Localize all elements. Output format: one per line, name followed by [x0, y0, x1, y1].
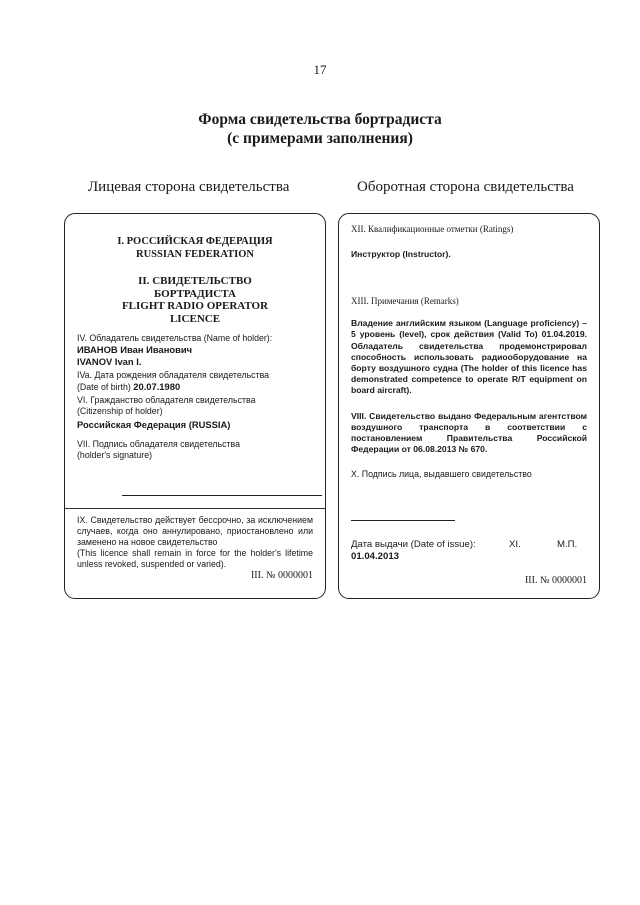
issuer-signature-line	[351, 520, 455, 521]
validity-en: (This licence shall remain in force for the holder's lifetime unless revoked, suspended or varied).	[77, 548, 313, 569]
issue-row	[351, 539, 587, 551]
country-header	[77, 236, 313, 261]
title-line-1: Форма свидетельства бортрадиста	[198, 111, 442, 128]
citizenship-value: Российская Федерация (RUSSIA)	[77, 419, 231, 430]
dob-row	[77, 381, 313, 393]
issue-date-label: Дата выдачи (Date of issue):	[351, 539, 476, 551]
licence-type-line-1: II. СВИДЕТЕЛЬСТВО	[138, 275, 252, 287]
licence-front-card	[64, 213, 326, 599]
holder-name-en: IVANOV Ivan I.	[77, 356, 142, 367]
title-line-2: (с примерами заполнения)	[227, 130, 413, 147]
holder-label: IV. Обладатель свидетельства (Name of holder):	[77, 333, 273, 343]
issued-by: VIII. Свидетельство выдано Федеральным агентством воздушного транспорта в соответствии с постановлением Правительства Российской Федерации от 06.08.2013 № 670.	[351, 410, 587, 455]
licence-type-line-4: LICENCE	[169, 312, 221, 325]
dob-value: 20.07.1980	[133, 381, 181, 392]
country-en: RUSSIAN FEDERATION	[136, 248, 254, 260]
licence-type-header	[77, 275, 313, 325]
ratings-value: Инструктор (Instructor).	[351, 249, 451, 259]
remarks-label: XIII. Примечания (Remarks)	[351, 296, 459, 307]
holder-signature-label-en: (holder's signature)	[77, 450, 153, 460]
licence-back-card	[338, 213, 600, 599]
validity-ru: IX. Свидетельство действует бессрочно, за исключением случаев, когда оно аннулировано, приостановлено или заменено на новое свидетельство	[77, 515, 313, 547]
licence-type-line-2: БОРТРАДИСТА	[153, 287, 236, 300]
back-licence-number: III. № 0000001	[524, 575, 587, 587]
dob-label: IVa. Дата рождения обладателя свидетельства	[77, 370, 270, 380]
xi-label: XI.	[509, 539, 521, 551]
holder-name-ru: ИВАНОВ Иван Иванович	[77, 344, 193, 355]
licence-type-line-3: FLIGHT RADIO OPERATOR	[121, 300, 269, 312]
citizenship-label-en: (Citizenship of holder)	[77, 406, 163, 416]
stamp-label: М.П.	[557, 539, 578, 551]
citizenship-label: VI. Гражданство обладателя свидетельства	[77, 395, 256, 405]
country-ru: I. РОССИЙСКАЯ ФЕДЕРАЦИЯ	[117, 236, 273, 247]
ratings-label: XII. Квалификационные отметки (Ratings)	[351, 224, 514, 234]
issuer-signature-label: X. Подпись лица, выдавшего свидетельство	[351, 469, 532, 480]
front-side-caption: Лицевая сторона свидетельства	[88, 179, 290, 195]
front-licence-number: III. № 0000001	[250, 570, 313, 581]
holder-signature-label: VII. Подпись обладателя свидетельства	[77, 439, 241, 449]
issue-date-value: 01.04.2013	[351, 551, 400, 563]
remarks-value: Владение английским языком (Language proficiency) – 5 уровень (level), срок действия (Valid To) 01.04.2019. Обладатель свидетельства продемонстрировал способность использовать радиооборудование на борту воздушного судна (The holder of this licence has demonstrated competence to operate R/T equipment on board aircraft).	[351, 318, 587, 396]
document-title	[0, 110, 640, 148]
back-side-caption: Оборотная сторона свидетельства	[357, 179, 574, 195]
front-separator	[65, 508, 325, 509]
dob-label-en: (Date of birth)	[77, 382, 131, 392]
page-number: 17	[313, 62, 327, 77]
holder-signature-line	[122, 495, 322, 496]
